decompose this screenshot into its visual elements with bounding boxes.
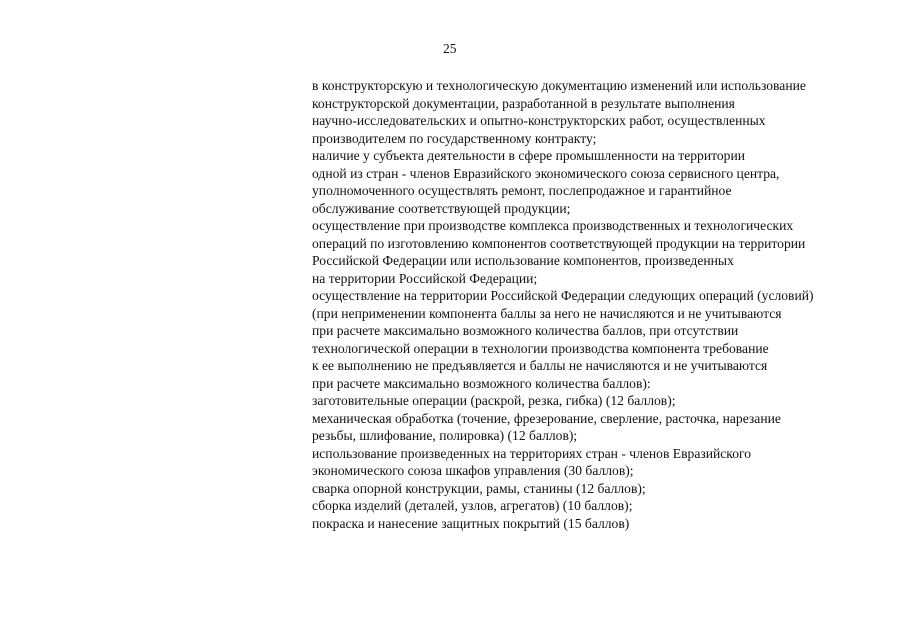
text-line: операций по изготовлению компонентов соответствующей продукции на территории <box>312 235 806 251</box>
text-line: осуществление на территории Российской Федерации следующих операций (условий) <box>312 288 814 303</box>
text-line: при расчете максимально возможного количества баллов): <box>312 375 651 391</box>
text-line: уполномоченного осуществлять ремонт, послепродажное и гарантийное <box>312 183 732 198</box>
text-line: производителем по государственному контракту; <box>312 130 597 146</box>
text-line: резьбы, шлифование, полировка) (12 баллов); <box>312 428 578 443</box>
text-line: научно-исследовательских и опытно-конструкторских работ, осуществленных <box>312 113 766 128</box>
text-line: использование произведенных на территориях стран - членов Евразийского <box>312 445 752 461</box>
text-line: на территории Российской Федерации; <box>312 270 538 286</box>
text-line: экономического союза шкафов управления (30 баллов); <box>312 463 634 478</box>
text-line: при расчете максимально возможного количества баллов, при отсутствии <box>312 323 739 338</box>
text-line: сборка изделий (деталей, узлов, агрегатов) (10 баллов); <box>312 498 633 513</box>
text-line: обслуживание соответствующей продукции; <box>312 200 571 216</box>
text-line: конструкторской документации, разработанной в результате выполнения <box>312 95 735 111</box>
text-line: покраска и нанесение защитных покрытий (15 баллов) <box>312 515 630 531</box>
text-line: технологической операции в технологии производства компонента требование <box>312 340 769 356</box>
document-body <box>312 77 892 532</box>
text-line: сварка опорной конструкции, рамы, станины (12 баллов); <box>312 480 646 496</box>
text-line: к ее выполнению не предъявляется и баллы не начисляются и не учитываются <box>312 358 768 373</box>
text-line: заготовительные операции (раскрой, резка, гибка) (12 баллов); <box>312 393 676 408</box>
text-line: в конструкторскую и технологическую документацию изменений или использование <box>312 78 806 93</box>
text-line: осуществление при производстве комплекса производственных и технологических <box>312 218 794 233</box>
text-line: (при неприменении компонента баллы за него не начисляются и не учитываются <box>312 305 782 321</box>
text-line: одной из стран - членов Евразийского экономического союза сервисного центра, <box>312 165 780 181</box>
page-number: 25 <box>443 41 457 56</box>
text-line: Российской Федерации или использование компонентов, произведенных <box>312 253 734 268</box>
text-line: механическая обработка (точение, фрезерование, сверление, расточка, нарезание <box>312 410 781 426</box>
text-line: наличие у субъекта деятельности в сфере промышленности на территории <box>312 148 746 163</box>
